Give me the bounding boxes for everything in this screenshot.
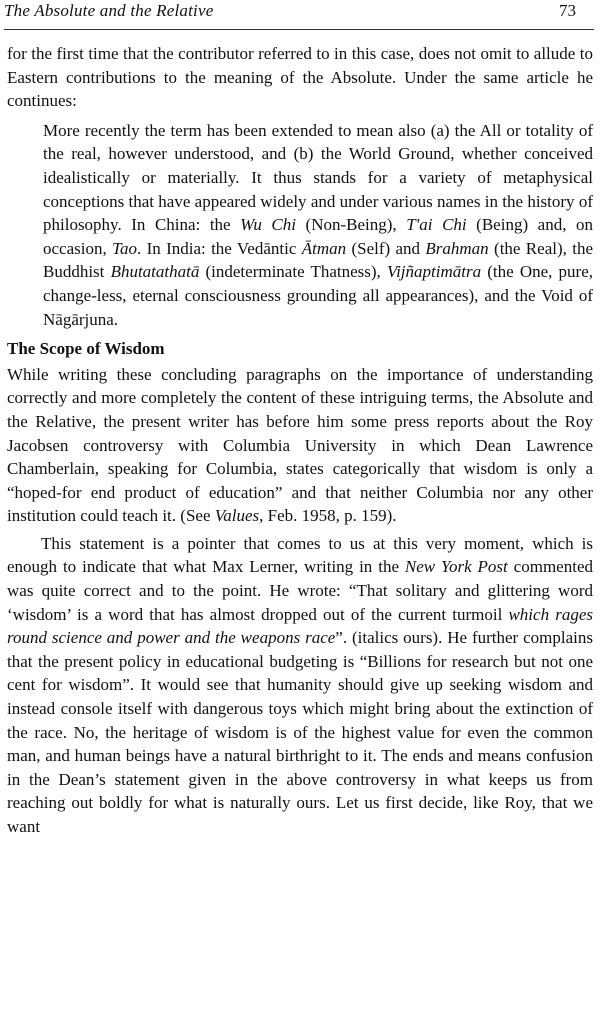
quote-text: (the One, pure, change-less, eternal consciousness grounding all appearances), and the Void of Nāgārjuna.: [43, 262, 594, 329]
quote-text: (indeterminate Thatness),: [199, 262, 387, 282]
term-wu-chi: Wu Chi: [240, 215, 296, 235]
newspaper-title: New York Post: [404, 557, 508, 577]
paragraph-text: This statement is a pointer that comes to us at this very moment, which is enough to indicate that what Max Lerner, writing in the: [7, 533, 593, 577]
paragraph-scope: [7, 363, 593, 528]
term-tai-chi: T'ai Chi: [406, 215, 467, 235]
term-atman: Ātman: [301, 238, 347, 258]
page-body: [7, 42, 593, 839]
quote-text: (Self) and: [346, 238, 426, 258]
paragraph-text: commented was quite correct and to the point. He wrote: “That solitary and glittering word ‘wisdom’ is a word that has almost dropped out of the current turmoil: [7, 557, 593, 624]
paragraph-lerner: [7, 532, 593, 839]
term-tao: Tao: [112, 238, 137, 258]
term-vijnaptimatra: Vijñaptimātra: [386, 262, 482, 282]
term-brahman: Brahman: [425, 238, 489, 258]
section-heading: The Scope of Wisdom: [7, 339, 165, 359]
journal-title: Values: [214, 506, 260, 526]
paragraph-text: While writing these concluding paragraphs on the importance of understanding correctly and more completely the content of these intriguing terms, the Absolute and the Relative, the present writer has before him some press reports about the Roy Jacobsen controversy with Columbia University in which Dean Lawrence Chamberlain, speaking for Columbia, states categorically that wisdom is only a “hoped-for end product of education” and that neither Columbia nor any other institution could teach it. (See: [7, 364, 593, 526]
quote-text: (Non-Being),: [296, 215, 407, 235]
running-title: The Absolute and the Relative: [4, 1, 214, 20]
header-rule: [4, 29, 594, 30]
paragraph-text: , Feb. 1958, p. 159).: [259, 506, 397, 526]
block-quote: [43, 119, 593, 331]
quote-text: (Being) and, on occasion,: [43, 215, 593, 258]
paragraph-intro: for the first time that the contributor referred to in this case, does not omit to allude to Eastern contributions to the meaning of the Absolute. Under the same article he continues:: [7, 44, 593, 111]
quote-text: More recently the term has been extended to mean also (a) the All or totality of the real, however understood, and (b) the World Ground, whether conceived idealistically or materially. It thus stands for a variety of metaphysical conceptions that have appeared widely and under various names in the history of philosophy. In China: the: [43, 120, 593, 235]
quote-text: . In India: the Vedāntic: [136, 238, 302, 258]
paragraph-text: ”. (italics ours). He further complains that the present policy in educational budgeting is “Billions for research but not one cent for wisdom”. It would see that humanity should give up seeking wisdom and instead console itself with dangerous toys which might bring about the extinction of the race. No, the heritage of wisdom is of the highest value for even the common man, and human beings have a natural birthright to it. The ends and means confusion in the Dean’s statement given in the above controversy in what keeps us from reaching out boldly for what is naturally ours. Let us first decide, like Roy, that we want: [7, 628, 593, 836]
quote-text: (the Real), the Buddhist: [43, 238, 593, 282]
term-bhutatathata: Bhutatathatā: [110, 262, 200, 282]
page-header: [0, 0, 600, 26]
page-number: 73: [559, 1, 576, 20]
italic-quote: which rages round science and power and the weapons race: [7, 604, 593, 648]
